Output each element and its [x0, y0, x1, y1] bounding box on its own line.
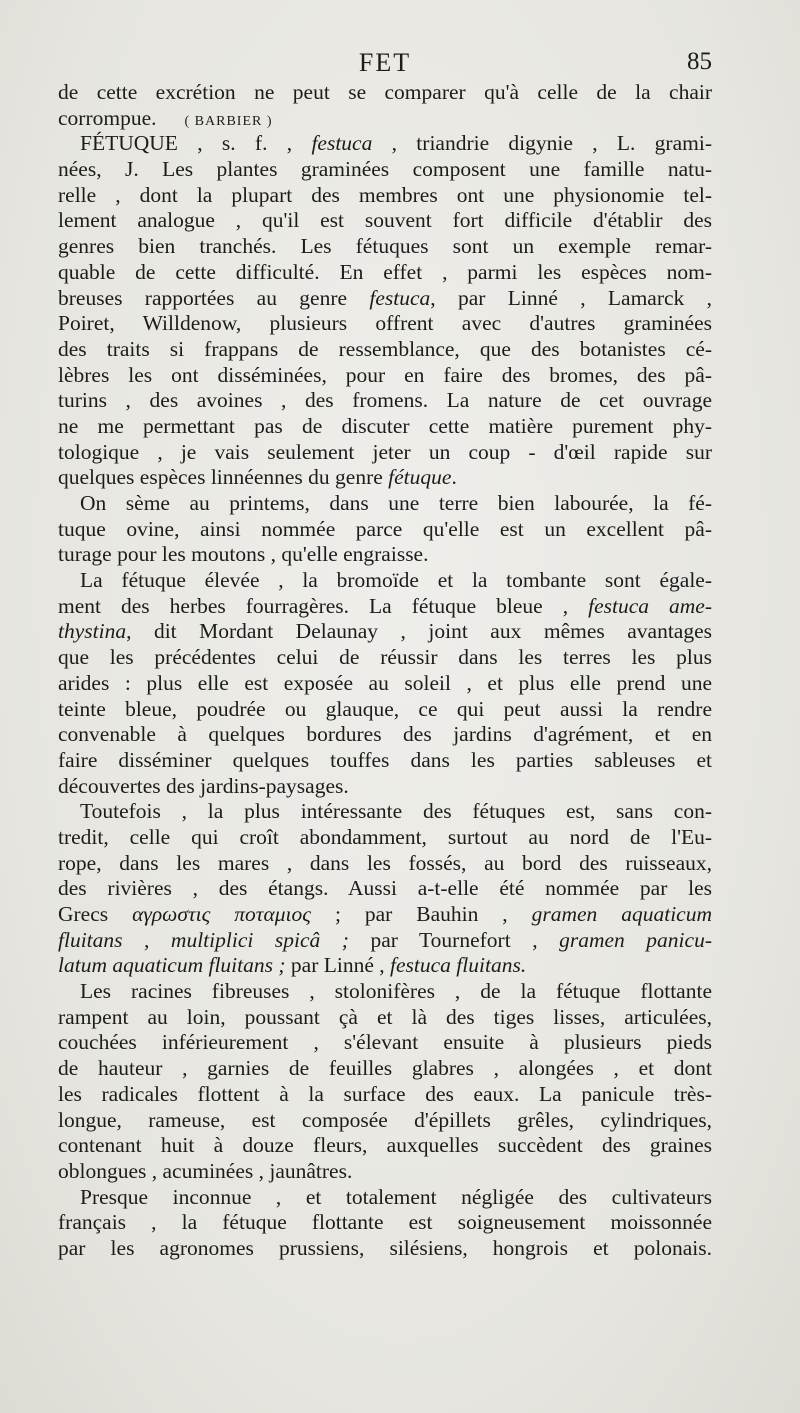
text-line — [58, 1133, 712, 1159]
page-number: 85 — [687, 48, 712, 75]
italic-segment: latum aquaticum fluitans ; — [58, 953, 286, 978]
text-segment: On sème au printems, dans une terre bien labourée, la fé- — [80, 491, 712, 515]
text-segment: français , la fétuque flottante est soigneusement moissonnée — [58, 1210, 712, 1235]
text-segment: FÉTUQUE , s. f. , — [80, 131, 312, 156]
text-segment: rampent au loin, poussant çà et là des tiges lisses, articulées, — [58, 1004, 712, 1029]
text-line — [58, 928, 712, 954]
text-line — [58, 337, 712, 363]
text-segment: relle , dont la plupart des membres ont une physionomie tel- — [58, 182, 712, 207]
text-line — [58, 1108, 712, 1134]
text-segment: ; par Bauhin , — [311, 902, 532, 926]
text-segment: longue, rameuse, est composée d'épillets grêles, cylindriques, — [58, 1107, 712, 1132]
text-segment: que les précédentes celui de réussir dans les terres les plus — [58, 645, 712, 670]
text-segment: , par Linné , Lamarck , — [430, 285, 712, 310]
text-segment: des traits si frappans de ressemblance, que des botanistes cé- — [58, 336, 712, 361]
text-line — [58, 979, 712, 1005]
text-segment: turins , des avoines , des fromens. La nature de cet ouvrage — [58, 388, 712, 413]
author-signature: ( BARBIER ) — [184, 113, 273, 129]
text-segment: ment des herbes fourragères. La fétuque bleue , — [58, 593, 589, 618]
italic-segment: festuca — [311, 131, 373, 156]
text-line — [58, 388, 712, 414]
text-line — [58, 234, 712, 260]
page-header — [58, 48, 712, 84]
text-line — [58, 619, 712, 645]
italic-segment: fluitans , multiplici spicâ ; — [58, 927, 349, 952]
text-segment: par Linné , — [285, 953, 391, 978]
text-line — [58, 748, 712, 774]
text-segment: quelques espèces linnéennes du genre — [58, 465, 389, 490]
text-segment: ne me permettant pas de discuter cette matière purement phy- — [58, 413, 712, 438]
text-line — [58, 594, 712, 620]
text-segment: rope, dans les mares , dans les fossés, au bord des ruisseaux, — [58, 850, 712, 875]
text-line — [58, 414, 712, 440]
text-line — [58, 208, 712, 234]
text-line — [58, 465, 712, 491]
text-segment: les radicales flottent à la surface des eaux. La panicule très- — [58, 1081, 712, 1106]
text-segment: Toutefois , la plus intéressante des fétuques est, sans con- — [80, 799, 712, 824]
text-line — [58, 1082, 712, 1108]
text-line — [58, 517, 712, 543]
text-line — [58, 902, 712, 928]
text-segment: tologique , je vais seulement jeter un coup - d'œil rapide sur — [58, 439, 712, 464]
italic-segment: festuca ame- — [588, 593, 712, 618]
text-line — [58, 491, 712, 517]
text-line — [58, 286, 712, 312]
text-line — [58, 1030, 712, 1056]
text-line — [58, 1056, 712, 1082]
text-segment: par les agronomes prussiens, silésiens, hongrois et polonais. — [58, 1235, 712, 1260]
text-line — [58, 80, 712, 106]
italic-segment: gramen panicu- — [559, 927, 712, 952]
text-segment: Les racines fibreuses , stolonifères , de la fétuque flottante — [80, 979, 712, 1004]
text-line — [58, 1159, 712, 1185]
text-segment: faire disséminer quelques touffes dans les parties sableuses et — [58, 747, 712, 772]
italic-segment: gramen aquaticum — [531, 902, 712, 926]
text-segment: tuque ovine, ainsi nommée parce qu'elle est un excellent pâ- — [58, 516, 712, 541]
text-line — [58, 183, 712, 209]
text-segment: lement analogue , qu'il est souvent fort difficile d'établir des — [58, 208, 712, 233]
text-line — [58, 825, 712, 851]
text-segment: quable de cette difficulté. En effet , parmi les espèces nom- — [58, 259, 712, 284]
text-segment: par Tournefort , — [348, 927, 560, 952]
text-line — [58, 106, 712, 132]
text-line — [58, 645, 712, 671]
text-segment: genres bien tranchés. Les fétuques sont un exemple remar- — [58, 234, 712, 259]
text-segment: de cette excrétion ne peut se comparer qu'à celle de la chair — [58, 80, 712, 104]
italic-segment: festuca fluitans. — [390, 953, 527, 978]
text-segment: Grecs — [58, 902, 133, 926]
text-line — [58, 1210, 712, 1236]
text-segment: breuses rapportées au genre — [58, 285, 370, 310]
text-line — [58, 568, 712, 594]
text-line — [58, 722, 712, 748]
article-body — [58, 80, 712, 1262]
text-line — [58, 440, 712, 466]
text-line — [58, 1185, 712, 1211]
text-line — [58, 311, 712, 337]
text-segment: découvertes des jardins-paysages. — [58, 773, 349, 798]
text-segment: contenant huit à douze fleurs, auxquelles succèdent des graines — [58, 1133, 712, 1158]
text-segment: teinte bleue, poudrée ou glauque, ce qui peut aussi la rendre — [58, 696, 712, 721]
italic-segment: fétuque — [388, 465, 452, 490]
text-line — [58, 799, 712, 825]
text-line — [58, 953, 712, 979]
text-segment: turage pour les moutons , qu'elle engraisse. — [58, 542, 429, 567]
text-segment: oblongues , acuminées , jaunâtres. — [58, 1158, 353, 1183]
text-segment: tredit, celle qui croît abondamment, surtout au nord de l'Eu- — [58, 824, 712, 849]
text-segment: Presque inconnue , et totalement négligée des cultivateurs — [80, 1184, 712, 1209]
text-line — [58, 363, 712, 389]
text-segment: de hauteur , garnies de feuilles glabres , alongées , et dont — [58, 1056, 712, 1081]
text-segment: arides : plus elle est exposée au soleil , et plus elle prend une — [58, 670, 712, 695]
italic-segment: αγρωστις ποταμιος — [132, 902, 312, 926]
text-segment: Poiret, Willdenow, plusieurs offrent avec d'autres graminées — [58, 311, 712, 336]
text-segment: des rivières , des étangs. Aussi a-t-elle été nommée par les — [58, 876, 712, 901]
text-segment: convenable à quelques bordures des jardins d'agrément, et en — [58, 722, 712, 747]
italic-segment: thystina — [58, 619, 127, 644]
italic-segment: festuca — [369, 285, 431, 310]
text-segment: lèbres les ont disséminées, pour en faire des bromes, des pâ- — [58, 362, 712, 387]
text-line — [58, 542, 712, 568]
text-line — [58, 131, 712, 157]
text-line — [58, 876, 712, 902]
running-head: FET — [358, 48, 412, 77]
text-segment: . — [451, 465, 457, 490]
text-line — [58, 851, 712, 877]
text-line — [58, 697, 712, 723]
text-line — [58, 774, 712, 800]
text-segment: corrompue. — [58, 105, 157, 130]
text-segment: couchées inférieurement , s'élevant ensuite à plusieurs pieds — [58, 1030, 712, 1055]
text-line — [58, 671, 712, 697]
text-segment: , dit Mordant Delaunay , joint aux mêmes avantages — [126, 619, 712, 644]
text-segment: nées, J. Les plantes graminées composent une famille natu- — [58, 157, 712, 182]
text-line — [58, 1005, 712, 1031]
text-line — [58, 1236, 712, 1262]
text-line — [58, 260, 712, 286]
text-segment: La fétuque élevée , la bromoïde et la tombante sont égale- — [80, 568, 712, 593]
text-line — [58, 157, 712, 183]
text-segment: , triandrie digynie , L. grami- — [372, 131, 712, 156]
